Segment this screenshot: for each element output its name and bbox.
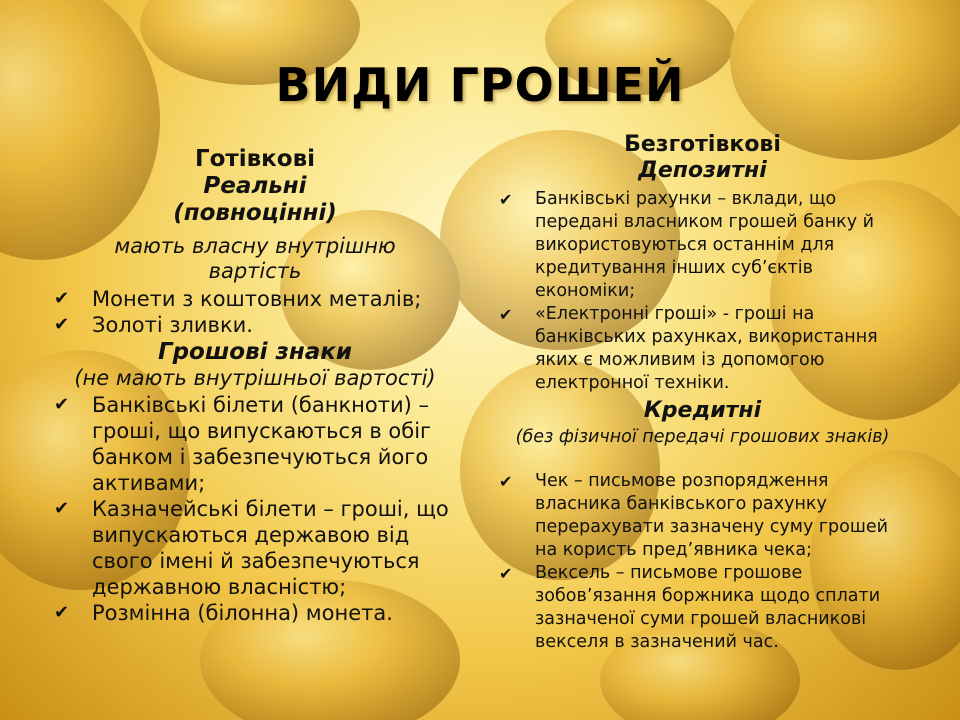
check-icon: ✔ [499,472,513,491]
cash-heading: Готівкові [194,146,316,172]
list-item: ✔ Розмінна (білонна) монета. [54,601,393,625]
list-item: ✔ Монети з коштовних металів; [54,287,422,311]
credit-list [495,470,910,654]
list-item: ✔ Банківські рахунки – вклади, що передані власником грошей банку й використовуються останнім для кредитування інших суб’єктів економіки; [499,189,875,301]
list-item: ✔ Казначейські білети – гроші, що випускаються державою від свого імені й забезпечуються державною власністю; [54,497,449,599]
list-item: ✔ «Електронні гроші» - гроші на банківських рахунках, використання яких є можливим із допомогою електронної техніки. [499,304,878,393]
check-icon: ✔ [499,564,513,583]
credit-heading: Кредитні [643,398,762,423]
deposit-list [495,188,910,395]
real-money-heading: Реальні [203,173,307,199]
full-value-heading: (повноцінні) [173,200,337,226]
real-money-list [50,286,470,338]
list-item: ✔ Банківські білети (банкноти) – гроші, що випускаються в обіг банком і забезпечуються його активами; [54,393,432,495]
list-item: ✔ Чек – письмове розпорядження власника банківського рахунку перерахувати зазначену суму грошей на користь пред’явника чека; [499,471,889,560]
list-item: ✔ Золоті зливки. [54,313,253,337]
money-signs-list [50,392,470,626]
check-icon: ✔ [54,314,70,335]
money-signs-heading: Грошові знаки [157,339,353,365]
check-icon: ✔ [54,498,70,519]
intrinsic-value-desc: мають власну внутрішню вартість [114,234,396,283]
credit-desc: (без фізичної передачі грошових знаків) [515,427,890,447]
check-icon: ✔ [54,602,70,623]
cashless-heading: Безготівкові [624,132,781,157]
check-icon: ✔ [499,305,513,324]
check-icon: ✔ [499,190,513,209]
no-intrinsic-value-desc: (не мають внутрішньої вартості) [74,366,436,390]
deposit-heading: Депозитні [638,158,767,183]
slide-title: ВИДИ ГРОШЕЙ [275,58,685,112]
list-item: ✔ Вексель – письмове грошове зобов’язання боржника щодо сплати зазначеної суми грошей власникові векселя в зазначений час. [499,563,881,652]
check-icon: ✔ [54,394,70,415]
check-icon: ✔ [54,288,70,309]
